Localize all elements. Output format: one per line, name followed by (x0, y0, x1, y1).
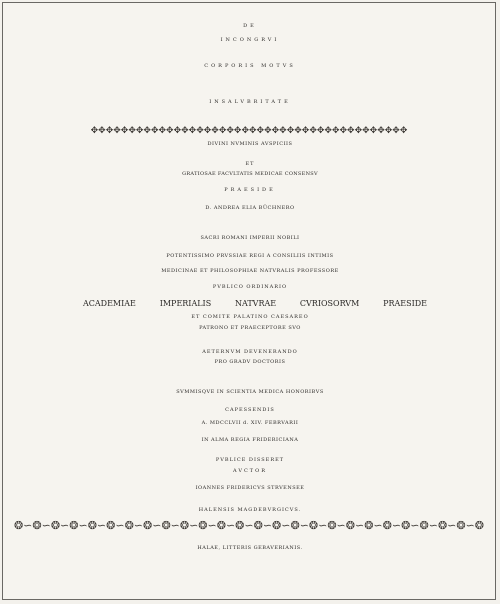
heading-de: DE (243, 23, 257, 29)
line-academiae (83, 299, 427, 308)
line-pro-gradu-doctoris: PRO GRADV DOCTORIS (214, 359, 286, 365)
line-sacri-romani: SACRI ROMANI IMPERII NOBILI (200, 235, 300, 241)
line-praeside: PRAESIDE (224, 187, 276, 193)
line-author-name: IOANNES FRIDERICVS STRVENSEE (195, 485, 305, 491)
line-imprint: HALAE, LITTERIS GEBAVERIANIS. (197, 545, 303, 551)
line-divini-numinis: DIVINI NVMINIS AVSPICIIS (207, 141, 293, 147)
title-page (2, 2, 496, 600)
heading-corporis-motus: CORPORIS MOTVS (204, 63, 296, 69)
ornamental-rule-top: ✥✥✥✥✥✥✥✥✥✥✥✥✥✥✥✥✥✥✥✥✥✥✥✥✥✥✥✥✥✥✥✥✥✥✥✥✥✥✥✥✥✥ (90, 126, 408, 136)
heading-incongrui: INCONGRVI (220, 37, 280, 43)
line-summisque: SVMMISQVE IN SCIENTIA MEDICA HONORIBVS (176, 389, 324, 395)
line-comite-palatino: ET COMITE PALATINO CAESAREO (191, 314, 309, 320)
line-president-name: D. ANDREA ELIA BÜCHNERO (205, 205, 295, 211)
line-halensis: HALENSIS MAGDEBVRGICVS. (198, 507, 302, 513)
line-capessendis: CAPESSENDIS (225, 407, 275, 413)
line-patrono: PATRONO ET PRAECEPTORE SVO (199, 325, 301, 331)
line-aeternum: AETERNVM DEVENERANDO (202, 349, 298, 355)
line-et: ET (245, 161, 255, 167)
ornamental-rule-bottom: ❂∽❂∽❂∽❂∽❂∽❂∽❂∽❂∽❂∽❂∽❂∽❂∽❂∽❂∽❂∽❂∽❂∽❂∽❂∽❂∽❂∽❂∽❂∽❂∽❂∽❂ (13, 519, 485, 532)
academiae-word: PRAESIDE (383, 299, 427, 308)
academiae-word: NATVRAE (235, 299, 277, 308)
academiae-word: CVRIOSORVM (299, 299, 360, 308)
academiae-word: ACADEMIAE (83, 299, 136, 308)
line-gratiosae-facultatis: GRATIOSAE FACVLTATIS MEDICAE CONSENSV (182, 171, 318, 177)
line-publico-ordinario: PVBLICO ORDINARIO (212, 284, 288, 290)
line-publice-disseret: PVBLICE DISSERET (215, 457, 285, 463)
line-medicinae: MEDICINAE ET PHILOSOPHIAE NATVRALIS PROFESSORE (161, 268, 339, 274)
heading-insalubritate: INSALVBRITATE (209, 99, 291, 105)
line-auctor: AVCTOR (233, 468, 267, 474)
academiae-word: IMPERIALIS (159, 299, 212, 308)
line-in-alma-regia: IN ALMA REGIA FRIDERICIANA (201, 437, 299, 443)
line-potentissimo: POTENTISSIMO PRVSSIAE REGI A CONSILIIS INTIMIS (166, 253, 334, 259)
line-date: A. MDCCLVII d. XIV. FEBRVARII (201, 420, 299, 426)
